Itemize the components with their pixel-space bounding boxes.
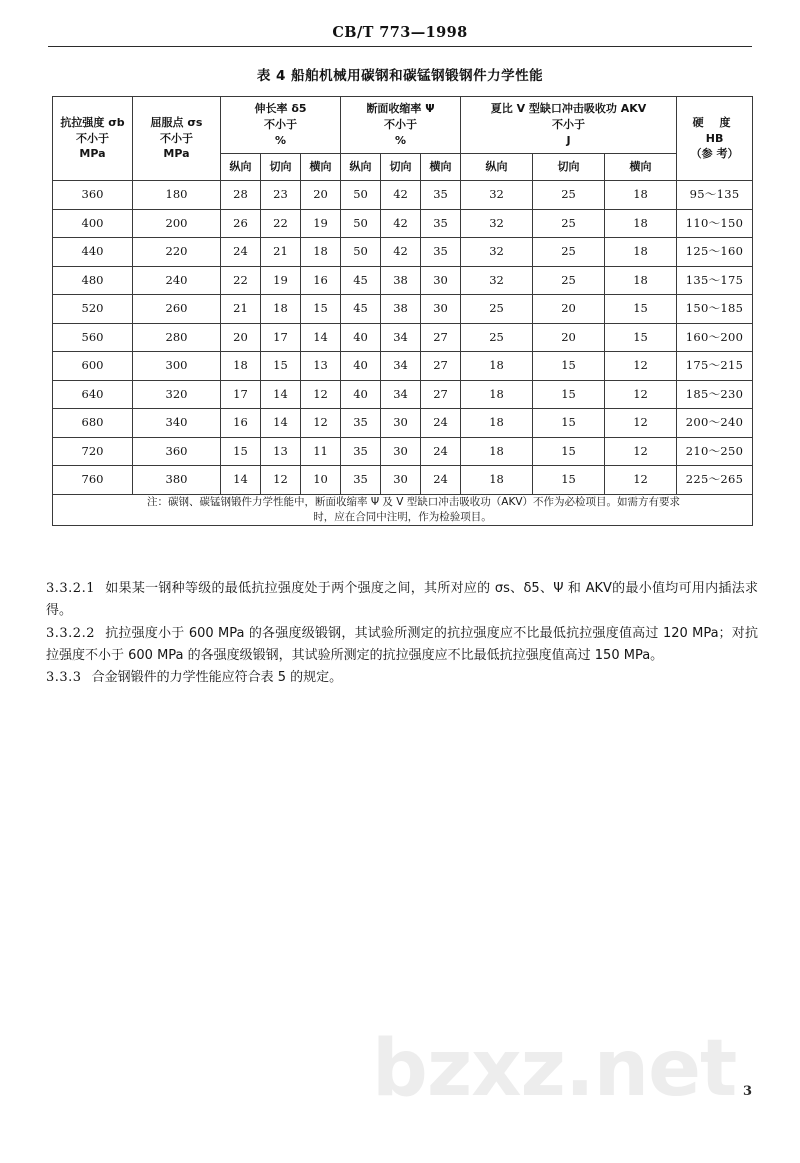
table-row <box>53 380 753 409</box>
cell-red-t: 38 <box>381 266 421 295</box>
cell-red-x: 30 <box>421 266 461 295</box>
cell-impact-t: 15 <box>533 409 605 438</box>
cell-tensile: 400 <box>53 209 133 238</box>
clause-3-3-2-2 <box>46 623 758 668</box>
header-elong-transverse: 横向 <box>301 154 341 181</box>
cell-tensile: 640 <box>53 380 133 409</box>
cell-red-l: 40 <box>341 323 381 352</box>
table-note <box>53 494 753 525</box>
table-note-row <box>53 494 753 525</box>
cell-elong-t: 21 <box>261 238 301 267</box>
table-caption: 表 4 船舶机械用碳钢和碳锰钢锻钢件力学性能 <box>256 68 544 84</box>
cell-impact-x: 12 <box>605 466 677 495</box>
cell-elong-x: 13 <box>301 352 341 381</box>
body-text <box>46 578 758 690</box>
cell-elong-x: 20 <box>301 181 341 210</box>
cell-elong-x: 11 <box>301 437 341 466</box>
cell-impact-x: 15 <box>605 323 677 352</box>
cell-elong-t: 23 <box>261 181 301 210</box>
clause-3-3-3 <box>46 667 758 689</box>
header-impact-longitudinal: 纵向 <box>461 154 533 181</box>
cell-impact-l: 32 <box>461 238 533 267</box>
cell-tensile: 480 <box>53 266 133 295</box>
clause-number: 3.3.2.1 <box>46 581 95 596</box>
cell-impact-x: 12 <box>605 380 677 409</box>
clause-text: 抗拉强度小于 600 MPa 的各强度级锻钢，其试验所测定的抗拉强度应不比最低抗拉强度值高过 120 MPa；对抗拉强度不小于 600 MPa 的各强度级锻钢，其试验所测定的抗拉强度应不比最低抗拉强度值高过 150 MPa。 <box>46 625 758 664</box>
cell-tensile: 760 <box>53 466 133 495</box>
table-row <box>53 238 753 267</box>
cell-elong-l: 20 <box>221 323 261 352</box>
cell-hardness: 185～230 <box>677 380 753 409</box>
cell-impact-l: 18 <box>461 380 533 409</box>
cell-impact-l: 18 <box>461 466 533 495</box>
cell-red-l: 50 <box>341 238 381 267</box>
cell-elong-l: 26 <box>221 209 261 238</box>
cell-red-x: 27 <box>421 380 461 409</box>
cell-tensile: 680 <box>53 409 133 438</box>
clause-3-3-2-1 <box>46 578 758 623</box>
cell-elong-x: 10 <box>301 466 341 495</box>
cell-yield: 280 <box>133 323 221 352</box>
cell-impact-x: 12 <box>605 437 677 466</box>
running-head: CB/T 773—1998 <box>332 24 468 41</box>
cell-hardness: 150～185 <box>677 295 753 324</box>
cell-tensile: 720 <box>53 437 133 466</box>
cell-hardness: 160～200 <box>677 323 753 352</box>
cell-red-x: 24 <box>421 409 461 438</box>
cell-impact-l: 25 <box>461 295 533 324</box>
cell-red-x: 35 <box>421 209 461 238</box>
cell-hardness: 175～215 <box>677 352 753 381</box>
cell-elong-t: 17 <box>261 323 301 352</box>
header-elong-longitudinal: 纵向 <box>221 154 261 181</box>
cell-impact-l: 18 <box>461 409 533 438</box>
cell-elong-l: 18 <box>221 352 261 381</box>
table-row <box>53 209 753 238</box>
cell-elong-l: 14 <box>221 466 261 495</box>
table-row <box>53 295 753 324</box>
header-red-tangential: 切向 <box>381 154 421 181</box>
header-reduction-of-area: 断面收缩率 Ψ 不小于 % <box>341 97 461 154</box>
cell-impact-x: 18 <box>605 266 677 295</box>
table-row <box>53 181 753 210</box>
cell-impact-l: 32 <box>461 209 533 238</box>
cell-elong-l: 24 <box>221 238 261 267</box>
cell-red-x: 35 <box>421 238 461 267</box>
cell-impact-l: 18 <box>461 352 533 381</box>
cell-impact-t: 25 <box>533 238 605 267</box>
cell-yield: 260 <box>133 295 221 324</box>
cell-red-t: 42 <box>381 238 421 267</box>
cell-red-x: 24 <box>421 437 461 466</box>
cell-red-t: 34 <box>381 380 421 409</box>
cell-elong-t: 13 <box>261 437 301 466</box>
cell-elong-t: 15 <box>261 352 301 381</box>
cell-yield: 340 <box>133 409 221 438</box>
cell-impact-l: 32 <box>461 181 533 210</box>
cell-red-l: 50 <box>341 209 381 238</box>
cell-elong-x: 12 <box>301 409 341 438</box>
header-impact-transverse: 横向 <box>605 154 677 181</box>
cell-impact-t: 15 <box>533 466 605 495</box>
header-elongation: 伸长率 δ5 不小于 % <box>221 97 341 154</box>
clause-number: 3.3.3 <box>46 670 82 686</box>
cell-red-l: 40 <box>341 352 381 381</box>
cell-impact-x: 18 <box>605 209 677 238</box>
cell-red-x: 30 <box>421 295 461 324</box>
cell-elong-l: 17 <box>221 380 261 409</box>
cell-elong-x: 15 <box>301 295 341 324</box>
cell-hardness: 200～240 <box>677 409 753 438</box>
mechanical-properties-table <box>52 96 753 526</box>
cell-impact-l: 18 <box>461 437 533 466</box>
cell-red-x: 27 <box>421 352 461 381</box>
cell-tensile: 360 <box>53 181 133 210</box>
clause-text: 合金钢锻件的力学性能应符合表 5 的规定。 <box>91 670 343 686</box>
cell-hardness: 135～175 <box>677 266 753 295</box>
header-rule <box>48 46 752 47</box>
cell-red-l: 35 <box>341 409 381 438</box>
cell-elong-t: 18 <box>261 295 301 324</box>
cell-hardness: 95～135 <box>677 181 753 210</box>
cell-elong-x: 19 <box>301 209 341 238</box>
cell-red-l: 35 <box>341 466 381 495</box>
cell-impact-x: 15 <box>605 295 677 324</box>
table-body <box>53 181 753 526</box>
cell-red-t: 34 <box>381 352 421 381</box>
cell-elong-l: 15 <box>221 437 261 466</box>
header-red-longitudinal: 纵向 <box>341 154 381 181</box>
cell-impact-t: 20 <box>533 323 605 352</box>
watermark: bzxz.net <box>372 1024 737 1114</box>
cell-elong-x: 16 <box>301 266 341 295</box>
cell-impact-t: 25 <box>533 266 605 295</box>
cell-red-l: 40 <box>341 380 381 409</box>
cell-tensile: 560 <box>53 323 133 352</box>
cell-elong-t: 12 <box>261 466 301 495</box>
cell-tensile: 440 <box>53 238 133 267</box>
header-elong-tangential: 切向 <box>261 154 301 181</box>
header-red-transverse: 横向 <box>421 154 461 181</box>
table-row <box>53 352 753 381</box>
cell-red-x: 27 <box>421 323 461 352</box>
cell-hardness: 210～250 <box>677 437 753 466</box>
cell-yield: 180 <box>133 181 221 210</box>
table-container <box>52 96 752 526</box>
cell-red-l: 45 <box>341 295 381 324</box>
cell-yield: 360 <box>133 437 221 466</box>
cell-elong-t: 19 <box>261 266 301 295</box>
cell-elong-l: 28 <box>221 181 261 210</box>
cell-yield: 320 <box>133 380 221 409</box>
cell-impact-l: 32 <box>461 266 533 295</box>
header-row-group <box>53 97 753 154</box>
cell-elong-l: 16 <box>221 409 261 438</box>
cell-yield: 220 <box>133 238 221 267</box>
cell-impact-t: 25 <box>533 181 605 210</box>
cell-red-t: 42 <box>381 181 421 210</box>
header-yield-point: 屈服点 σs 不小于 MPa <box>133 97 221 181</box>
cell-red-x: 24 <box>421 466 461 495</box>
cell-elong-t: 22 <box>261 209 301 238</box>
cell-yield: 380 <box>133 466 221 495</box>
table-note-line-2: 时，应在合同中注明，作为检验项目。 <box>313 510 492 523</box>
cell-elong-l: 22 <box>221 266 261 295</box>
cell-impact-x: 12 <box>605 352 677 381</box>
cell-red-l: 35 <box>341 437 381 466</box>
header-hardness: 硬 度 HB （参 考） <box>677 97 753 181</box>
cell-yield: 240 <box>133 266 221 295</box>
cell-red-l: 45 <box>341 266 381 295</box>
cell-hardness: 125～160 <box>677 238 753 267</box>
table-row <box>53 466 753 495</box>
cell-impact-x: 12 <box>605 409 677 438</box>
cell-red-t: 30 <box>381 409 421 438</box>
cell-yield: 300 <box>133 352 221 381</box>
clause-number: 3.3.2.2 <box>46 625 95 641</box>
cell-red-x: 35 <box>421 181 461 210</box>
cell-impact-t: 15 <box>533 352 605 381</box>
table-head <box>53 97 753 181</box>
cell-elong-t: 14 <box>261 409 301 438</box>
cell-tensile: 520 <box>53 295 133 324</box>
cell-elong-x: 12 <box>301 380 341 409</box>
table-note-line-1: 注：碳钢、碳锰钢锻件力学性能中，断面收缩率 Ψ 及 V 型缺口冲击吸收功（AKV）不作为必检项目。如需方有要求 <box>146 495 681 508</box>
clause-text: 如果某一钢种等级的最低抗拉强度处于两个强度之间，其所对应的 σs、δ5、Ψ 和 AKV的最小值均可用内插法求得。 <box>46 581 758 619</box>
cell-impact-l: 25 <box>461 323 533 352</box>
cell-impact-t: 15 <box>533 380 605 409</box>
cell-impact-t: 15 <box>533 437 605 466</box>
cell-impact-x: 18 <box>605 181 677 210</box>
cell-yield: 200 <box>133 209 221 238</box>
cell-elong-t: 14 <box>261 380 301 409</box>
table-row <box>53 437 753 466</box>
cell-elong-l: 21 <box>221 295 261 324</box>
page-number: 3 <box>742 1084 752 1099</box>
cell-elong-x: 18 <box>301 238 341 267</box>
cell-impact-t: 25 <box>533 209 605 238</box>
cell-tensile: 600 <box>53 352 133 381</box>
header-impact-tangential: 切向 <box>533 154 605 181</box>
cell-red-l: 50 <box>341 181 381 210</box>
cell-red-t: 30 <box>381 466 421 495</box>
cell-elong-x: 14 <box>301 323 341 352</box>
cell-red-t: 34 <box>381 323 421 352</box>
header-tensile-strength: 抗拉强度 σb 不小于 MPa <box>53 97 133 181</box>
table-row <box>53 266 753 295</box>
cell-impact-x: 18 <box>605 238 677 267</box>
cell-impact-t: 20 <box>533 295 605 324</box>
cell-red-t: 30 <box>381 437 421 466</box>
cell-hardness: 110～150 <box>677 209 753 238</box>
cell-hardness: 225～265 <box>677 466 753 495</box>
table-row <box>53 409 753 438</box>
header-charpy-impact: 夏比 V 型缺口冲击吸收功 AKV 不小于 J <box>461 97 677 154</box>
cell-red-t: 42 <box>381 209 421 238</box>
table-row <box>53 323 753 352</box>
cell-red-t: 38 <box>381 295 421 324</box>
